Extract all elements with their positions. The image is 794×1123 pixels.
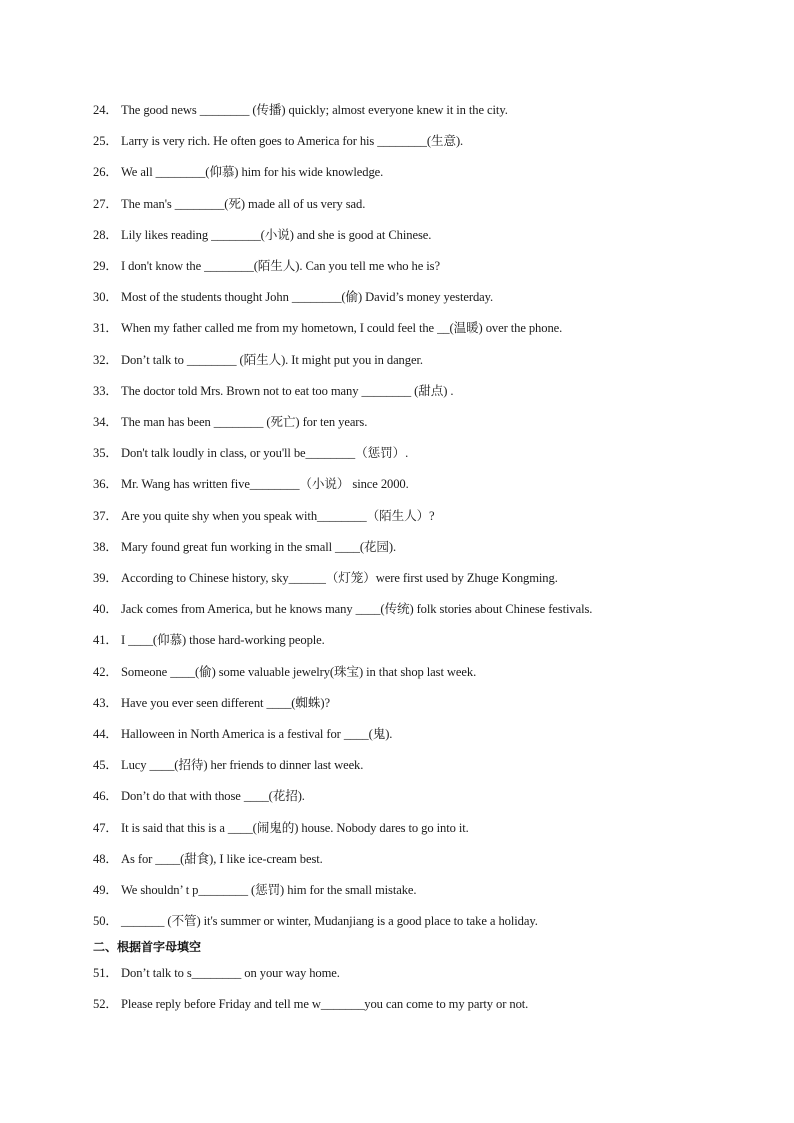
question-number: 48． xyxy=(93,852,118,866)
question-number: 39． xyxy=(93,571,118,585)
question-number: 34． xyxy=(93,415,118,429)
question-text: The man has been ________ (死亡) for ten years. xyxy=(121,415,368,429)
question-number: 38． xyxy=(93,540,118,554)
question-number: 37． xyxy=(93,509,118,523)
question-number: 31． xyxy=(93,321,118,335)
question-number: 47． xyxy=(93,821,118,835)
question-number: 30． xyxy=(93,290,118,304)
question-44 xyxy=(93,726,763,742)
question-text: Have you ever seen different ____(蜘蛛)? xyxy=(121,696,330,710)
question-number: 52． xyxy=(93,997,118,1011)
question-text: When my father called me from my hometown, I could feel the __(温暖) over the phone. xyxy=(121,321,563,335)
question-text: Lucy ____(招待) her friends to dinner last week. xyxy=(121,758,364,772)
question-number: 43． xyxy=(93,696,118,710)
question-number: 49． xyxy=(93,883,118,897)
question-number: 40． xyxy=(93,602,118,616)
question-number: 35． xyxy=(93,446,118,460)
question-number: 28． xyxy=(93,228,118,242)
question-text: As for ____(甜食), I like ice-cream best. xyxy=(121,852,323,866)
question-number: 45． xyxy=(93,758,118,772)
question-number: 33． xyxy=(93,384,118,398)
question-38 xyxy=(93,539,763,555)
question-25 xyxy=(93,133,763,149)
question-number: 42． xyxy=(93,665,118,679)
question-39 xyxy=(93,570,763,586)
question-text: Don't talk loudly in class, or you'll be________（惩罚）. xyxy=(121,446,409,460)
question-33 xyxy=(93,383,763,399)
question-text: Jack comes from America, but he knows many ____(传统) folk stories about Chinese festivals. xyxy=(121,602,593,616)
question-number: 32． xyxy=(93,353,118,367)
question-number: 29． xyxy=(93,259,118,273)
question-text: Mr. Wang has written five________（小说） since 2000. xyxy=(121,477,409,491)
question-text: Larry is very rich. He often goes to America for his ________(生意). xyxy=(121,134,464,148)
question-text: _______ (不管) it's summer or winter, Mudanjiang is a good place to take a holiday. xyxy=(121,914,538,928)
section-heading: 二、根据首字母填空 xyxy=(93,940,202,954)
question-36 xyxy=(93,476,763,492)
question-37 xyxy=(93,508,763,524)
question-number: 25． xyxy=(93,134,118,148)
question-number: 27． xyxy=(93,197,118,211)
question-31 xyxy=(93,320,763,336)
question-text: Halloween in North America is a festival for ____(鬼). xyxy=(121,727,393,741)
question-number: 36． xyxy=(93,477,118,491)
question-text: Lily likes reading ________(小说) and she is good at Chinese. xyxy=(121,228,432,242)
question-text: Don’t do that with those ____(花招). xyxy=(121,789,305,803)
question-text: Most of the students thought John ________(偷) David’s money yesterday. xyxy=(121,290,494,304)
question-text: The good news ________ (传播) quickly; almost everyone knew it in the city. xyxy=(121,103,508,117)
question-number: 44． xyxy=(93,727,118,741)
question-number: 41． xyxy=(93,633,118,647)
question-35 xyxy=(93,445,763,461)
question-text: Mary found great fun working in the small ____(花园). xyxy=(121,540,397,554)
question-40 xyxy=(93,601,763,617)
question-46 xyxy=(93,788,763,804)
question-43 xyxy=(93,695,763,711)
question-text: Are you quite shy when you speak with________（陌生人）? xyxy=(121,509,435,523)
question-49 xyxy=(93,882,763,898)
question-50 xyxy=(93,913,763,929)
question-text: It is said that this is a ____(闹鬼的) house. Nobody dares to go into it. xyxy=(121,821,469,835)
question-52 xyxy=(93,996,763,1012)
question-number: 51． xyxy=(93,966,118,980)
question-text: Please reply before Friday and tell me w_______you can come to my party or not. xyxy=(121,997,529,1011)
question-32 xyxy=(93,352,763,368)
question-29 xyxy=(93,258,763,274)
question-text: I ____(仰慕) those hard-working people. xyxy=(121,633,325,647)
question-26 xyxy=(93,164,763,180)
question-51 xyxy=(93,965,763,981)
question-text: Someone ____(偷) some valuable jewelry(珠宝) in that shop last week. xyxy=(121,665,477,679)
question-27 xyxy=(93,196,763,212)
question-47 xyxy=(93,820,763,836)
question-text: According to Chinese history, sky______（灯笼）were first used by Zhuge Kongming. xyxy=(121,571,558,585)
question-number: 46． xyxy=(93,789,118,803)
question-number: 26． xyxy=(93,165,118,179)
question-number: 50． xyxy=(93,914,118,928)
question-text: The man's ________(死) made all of us very sad. xyxy=(121,197,366,211)
question-48 xyxy=(93,851,763,867)
question-28 xyxy=(93,227,763,243)
question-number: 24． xyxy=(93,103,118,117)
question-text: Don’t talk to s________ on your way home. xyxy=(121,966,340,980)
question-text: The doctor told Mrs. Brown not to eat too many ________ (甜点) . xyxy=(121,384,454,398)
question-text: We all ________(仰慕) him for his wide knowledge. xyxy=(121,165,384,179)
question-30 xyxy=(93,289,763,305)
question-24 xyxy=(93,102,763,118)
question-45 xyxy=(93,757,763,773)
question-41 xyxy=(93,632,763,648)
question-text: Don’t talk to ________ (陌生人). It might put you in danger. xyxy=(121,353,423,367)
question-34 xyxy=(93,414,763,430)
question-text: We shouldn’ t p________ (惩罚) him for the small mistake. xyxy=(121,883,417,897)
question-text: I don't know the ________(陌生人). Can you tell me who he is? xyxy=(121,259,440,273)
question-42 xyxy=(93,664,763,680)
